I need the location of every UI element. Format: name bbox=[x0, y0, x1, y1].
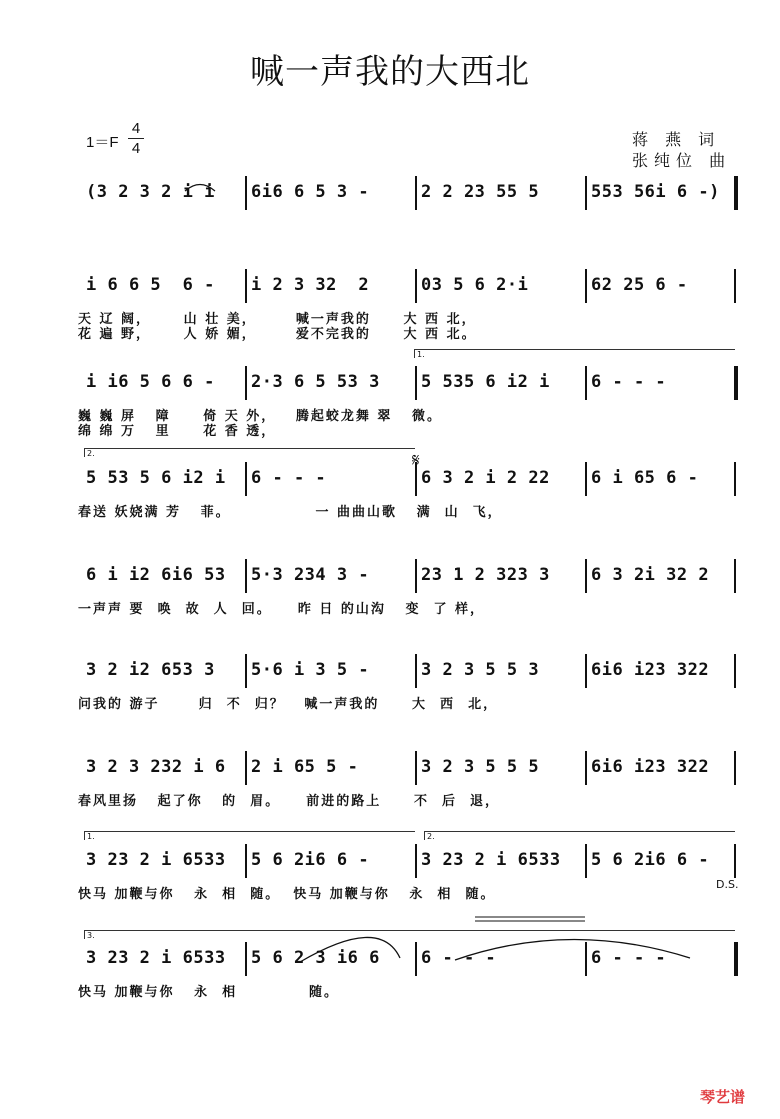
time-signature-top: 4 bbox=[131, 120, 141, 137]
composer-credit: 张纯位 曲 bbox=[632, 151, 732, 170]
lyric-line: 快马 加鞭与你 永 相 随。 快马 加鞭与你 永 相 随。 bbox=[78, 887, 496, 902]
measure-notes: 6 - - - bbox=[591, 372, 667, 392]
measure-notes: 6 - - - bbox=[251, 468, 327, 488]
measure-notes: 5 6 2 3 i6 6 bbox=[251, 948, 380, 968]
segno-mark: 𝄋 bbox=[412, 450, 420, 471]
measure-notes: 6 - - - bbox=[421, 948, 497, 968]
measure-notes: 5 6 2i6 6 - bbox=[251, 850, 370, 870]
measure-notes: 3 2 3 5 5 5 bbox=[421, 757, 540, 777]
measure-notes: 6 - - - bbox=[591, 948, 667, 968]
measure-notes: 3 2 i2 653 3 bbox=[86, 660, 215, 680]
measure-notes: 23 1 2 323 3 bbox=[421, 565, 550, 585]
measure-notes: 2·3 6 5 53 3 bbox=[251, 372, 380, 392]
lyric-line: 快马 加鞭与你 永 相 随。 bbox=[78, 985, 339, 1000]
measure-notes: 2 i 65 5 - bbox=[251, 757, 359, 777]
measure-notes: i i6 5 6 6 - bbox=[86, 372, 215, 392]
tie-final bbox=[455, 939, 690, 960]
lyric-line: 绵 绵 万 里 花 香 透， bbox=[78, 424, 277, 439]
measure-notes: 6 i i2 6i6 53 bbox=[86, 565, 226, 585]
measure-notes: 553 56i 6 -) bbox=[591, 182, 720, 202]
measure-notes: 5 535 6 i2 i bbox=[421, 372, 550, 392]
lyric-line: 春送 妖娆满 芳 菲。 一 曲曲山歌 满 山 飞， bbox=[78, 505, 503, 520]
watermark-logo: 琴艺谱 bbox=[700, 1088, 746, 1106]
volta-2-upper-label: 2. bbox=[87, 449, 95, 458]
slur-intro bbox=[185, 185, 215, 192]
lyric-line: 问我的 游子 归 不 归？ 喊一声我的 大 西 北， bbox=[78, 697, 499, 712]
time-signature-bottom: 4 bbox=[131, 140, 141, 157]
measure-notes: 6 3 2i 32 2 bbox=[591, 565, 710, 585]
measure-notes: i 2 3 32 2 bbox=[251, 275, 370, 295]
measure-notes: 6i6 i23 322 bbox=[591, 757, 710, 777]
ds-mark: D.S. bbox=[716, 878, 739, 891]
lyric-line: 春风里扬 起了你 的 眉。 前进的路上 不 后 退， bbox=[78, 794, 501, 809]
measure-notes: 3 23 2 i 6533 bbox=[86, 850, 226, 870]
lyric-line: 天 辽 阔， 山 壮 美， 喊一声我的 大 西 北， bbox=[78, 312, 477, 327]
volta-1-upper-label: 1. bbox=[417, 350, 425, 359]
lyric-line: 巍 巍 屏 障 倚 天 外， 腾起蛟龙舞 翠 微。 bbox=[78, 409, 442, 424]
measure-notes: (3 2 3 2 i i bbox=[86, 182, 215, 202]
measure-notes: 03 5 6 2·i bbox=[421, 275, 529, 295]
measure-notes: 6i6 i23 322 bbox=[591, 660, 710, 680]
measure-notes: i 6 6 5 6 - bbox=[86, 275, 215, 295]
measure-notes: 3 2 3 5 5 3 bbox=[421, 660, 540, 680]
measure-notes: 5 6 2i6 6 - bbox=[591, 850, 710, 870]
measure-notes: 5·6 i 3 5 - bbox=[251, 660, 370, 680]
song-title: 喊一声我的大西北 bbox=[250, 52, 530, 92]
measure-notes: 6i6 6 5 3 - bbox=[251, 182, 370, 202]
key-signature: 1＝F bbox=[86, 134, 119, 151]
slur-final bbox=[300, 937, 400, 962]
measure-notes: 5 53 5 6 i2 i bbox=[86, 468, 226, 488]
measure-notes: 3 23 2 i 6533 bbox=[86, 948, 226, 968]
measure-notes: 6 3 2 i 2 22 bbox=[421, 468, 550, 488]
volta-3-label: 3. bbox=[87, 931, 95, 940]
measure-notes: 2 2 23 55 5 bbox=[421, 182, 540, 202]
volta-1-lower-label: 1. bbox=[87, 832, 95, 841]
volta-2-lower-label: 2. bbox=[427, 832, 435, 841]
underline-mark bbox=[475, 917, 585, 921]
measure-notes: 5·3 234 3 - bbox=[251, 565, 370, 585]
measure-notes: 6 i 65 6 - bbox=[591, 468, 699, 488]
lyricist-credit: 蒋 燕 词 bbox=[632, 130, 721, 149]
measure-notes: 3 23 2 i 6533 bbox=[421, 850, 561, 870]
lyric-line: 花 遍 野， 人 娇 媚， 爱不完我的 大 西 北。 bbox=[78, 327, 477, 342]
measure-notes: 3 2 3 232 i 6 bbox=[86, 757, 226, 777]
lyric-line: 一声声 要 唤 故 人 回。 昨 日 的山沟 变 了 样， bbox=[78, 602, 486, 617]
measure-notes: 62 25 6 - bbox=[591, 275, 688, 295]
